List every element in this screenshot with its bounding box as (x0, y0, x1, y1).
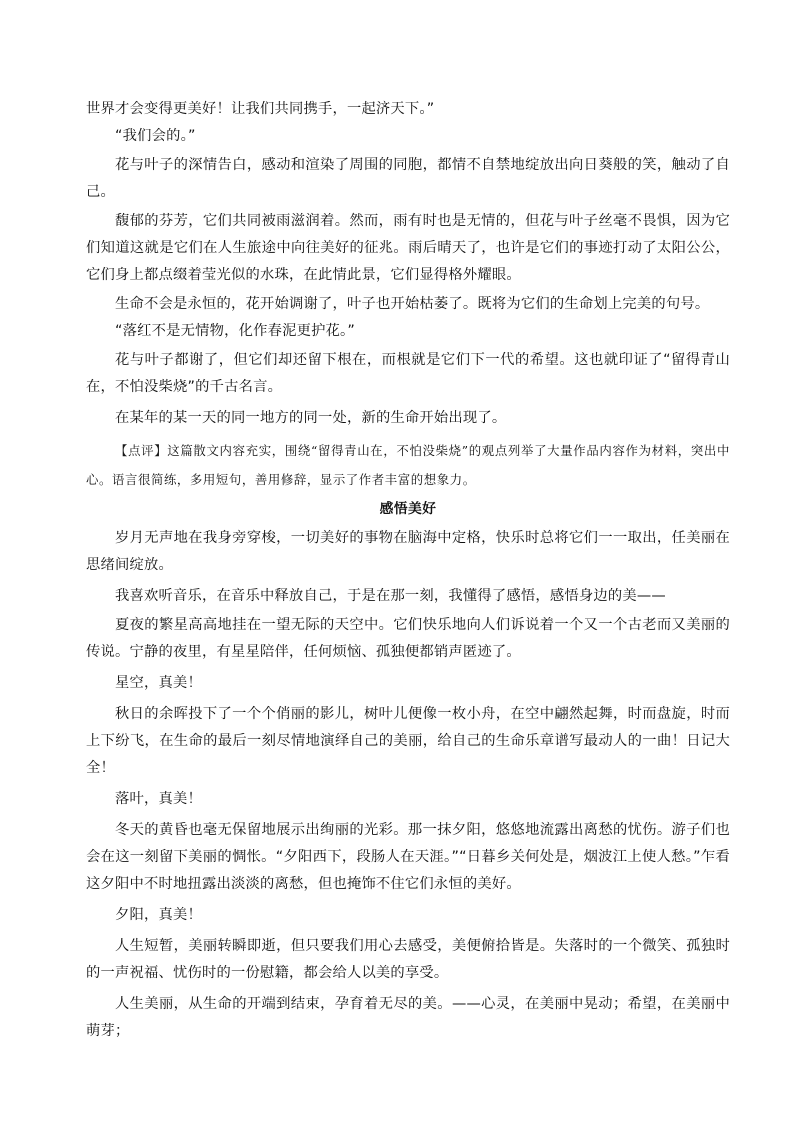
paragraph: 生命不会是永恒的，花开始调谢了，叶子也开始枯萎了。既将为它们的生命划上完美的句号。 (115, 296, 710, 312)
document-body (86, 96, 730, 1045)
paragraph: “落红不是无情物，化作春泥更护花。” (115, 323, 356, 339)
paragraph: 冬天的黄昏也毫无保留地展示出绚丽的光彩。那一抹夕阳，悠悠地流露出离愁的忧伤。游子们也会在这一刻留下美丽的惆怅。“夕阳西下，段肠人在天涯。”“日暮乡关何处是，烟波江上使人愁。”乍看这夕阳中不时地扭露出淡淡的离愁，但也掩饰不住它们永恒的美好。 (86, 822, 730, 892)
commentary-tag: 【点评】 (115, 443, 168, 458)
commentary-block (86, 436, 730, 494)
paragraph: 落叶，真美！ (115, 791, 202, 807)
paragraph: 夕阳，真美！ (115, 907, 202, 923)
essay-title: 感悟美好 (379, 501, 437, 517)
paragraph: 花与叶子都谢了，但它们却还留下根在，而根就是它们下一代的希望。这也就印证了“留得青山在，不怕没柴烧”的千古名言。 (86, 352, 730, 395)
paragraph: 夏夜的繁星高高地挂在一望无际的天空中。它们快乐地向人们诉说着一个又一个古老而又美丽的传说。宁静的夜里，有星星陪伴，任何烦恼、孤独便都销声匿迹了。 (86, 617, 730, 660)
paragraph: 花与叶子的深情告白，感动和渲染了周围的同胞，都情不自禁地绽放出向日葵般的笑，触动了自己。 (86, 157, 730, 200)
commentary-text: 这篇散文内容充实，围绕“留得青山在，不怕没柴烧”的观点列举了大量作品内容作为材料，突出中心。语言很简练，多用短句，善用修辞，显示了作者丰富的想象力。 (86, 443, 730, 487)
paragraph: 在某年的某一天的同一地方的同一处，新的生命开始出现了。 (115, 410, 507, 426)
paragraph: 星空，真美！ (115, 675, 202, 691)
paragraph: 我喜欢听音乐，在音乐中释放自己，于是在那一刻，我懂得了感悟，感悟身边的美—— (115, 588, 666, 604)
paragraph: 秋日的余晖投下了一个个俏丽的影儿，树叶儿便像一枚小舟，在空中翩然起舞，时而盘旋，时而上下纷飞，在生命的最后一刻尽情地演绎自己的美丽，给自己的生命乐章谱写最动人的一曲！日记大全！ (86, 706, 730, 776)
paragraph: “我们会的。” (115, 128, 196, 144)
paragraph: 世界才会变得更美好！让我们共同携手，一起济天下。” (86, 101, 435, 117)
paragraph: 人生美丽，从生命的开端到结束，孕育着无尽的美。——心灵，在美丽中晃动；希望，在美丽中萌芽； (86, 996, 730, 1039)
paragraph: 人生短暂，美丽转瞬即逝，但只要我们用心去感受，美便俯拾皆是。失落时的一个微笑、孤独时的一声祝福、忧伤时的一份慰籍，都会给人以美的享受。 (86, 938, 730, 981)
paragraph: 岁月无声地在我身旁穿梭，一切美好的事物在脑海中定格，快乐时总将它们一一取出，任美丽在思绪间绽放。 (86, 530, 730, 573)
paragraph: 馥郁的芬芳，它们共同被雨滋润着。然而，雨有时也是无情的，但花与叶子丝毫不畏惧，因为它们知道这就是它们在人生旅途中向往美好的征兆。雨后晴天了，也许是它们的事迹打动了太阳公公，它们身上都点缀着莹光似的水珠，在此情此景，它们显得格外耀眼。 (86, 213, 730, 283)
